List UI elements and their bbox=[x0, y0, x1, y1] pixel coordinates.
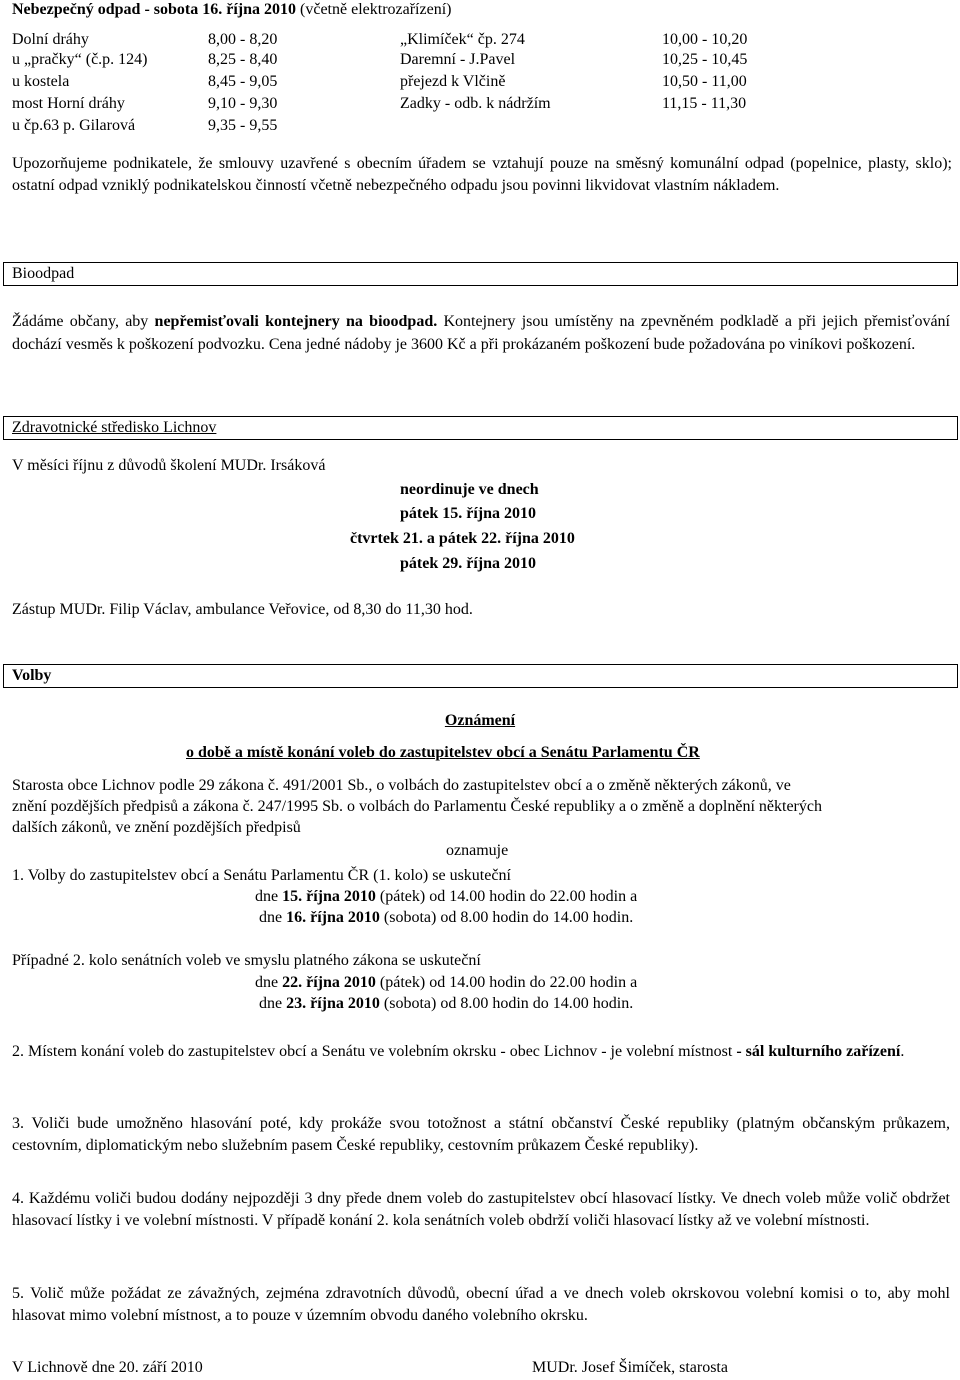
waste-title bbox=[12, 0, 451, 20]
date-prefix: dne bbox=[259, 909, 287, 926]
schedule-time: 9,35 - 9,55 bbox=[208, 117, 278, 134]
item-text: 2. Místem konání voleb do zastupitelstev obcí a Senátu ve volebním okrsku - obec Lichnov - je volební místnost bbox=[12, 1043, 737, 1060]
section-heading-text: Bioodpad bbox=[12, 265, 75, 282]
health-line: čtvrtek 21. a pátek 22. října 2010 bbox=[350, 530, 575, 547]
item-text-bold: - sál bbox=[736, 1043, 765, 1060]
section-heading-health bbox=[3, 416, 958, 440]
date-prefix: dne bbox=[255, 974, 283, 991]
schedule-place: u „pračky“ (č.p. 124) bbox=[12, 51, 148, 68]
elections-intro: dalších zákonů, ve znění pozdějších předpisů bbox=[12, 819, 301, 836]
date-hours: (pátek) od 14.00 hodin do 22.00 hodin a bbox=[375, 888, 638, 905]
date-prefix: dne bbox=[259, 995, 287, 1012]
schedule-place: Dolní dráhy bbox=[12, 31, 89, 48]
date-value: 22. října 2010 bbox=[282, 974, 376, 991]
elections-date bbox=[259, 908, 633, 928]
elections-date bbox=[255, 973, 637, 993]
item-text: . bbox=[900, 1043, 905, 1060]
schedule-time: 11,15 - 11,30 bbox=[662, 95, 747, 112]
elections-title: Oznámení bbox=[444, 712, 516, 729]
elections-item-3: 3. Voliči bude umožněno hlasování poté, kdy prokáže svou totožnost a státní občanství České republiky (platným občanským průkazem, cestovním, diplomatickým nebo služebním pasem České republiky, cestovním průkazem České republiky). bbox=[12, 1115, 950, 1154]
schedule-time: 9,10 - 9,30 bbox=[208, 95, 278, 112]
health-line: pátek 15. října 2010 bbox=[400, 505, 536, 522]
bio-text-lead: Žádáme občany, aby bbox=[12, 313, 155, 330]
elections-round2: Případné 2. kolo senátních voleb ve smyslu platného zákona se uskuteční bbox=[12, 952, 481, 969]
date-hours: (sobota) od 8.00 hodin do 14.00 hodin. bbox=[379, 909, 634, 926]
schedule-place: u čp.63 p. Gilarová bbox=[12, 117, 136, 134]
elections-round1: 1. Volby do zastupitelstev obcí a Senátu Parlamentu ČR (1. kolo) se uskuteční bbox=[12, 867, 511, 884]
waste-notice: Upozorňujeme podnikatele, že smlouvy uzavřené s obecním úřadem se vztahují pouze na směsný komunální odpad (popelnice, plasty, sklo); ostatní odpad vzniklý podnikatelskou činností včetně nebezpečného odpadu jsou povinni likvidovat vlastním nákladem. bbox=[12, 155, 952, 194]
elections-announces: oznamuje bbox=[446, 842, 509, 859]
schedule-place: most Horní dráhy bbox=[12, 95, 125, 112]
schedule-time: 10,00 - 10,20 bbox=[662, 31, 748, 48]
elections-subtitle: o době a místě konání voleb do zastupitelstev obcí a Senátu Parlamentu ČR bbox=[186, 744, 700, 761]
schedule-place: u kostela bbox=[12, 73, 70, 90]
waste-title-note: (včetně elektrozařízení) bbox=[296, 1, 452, 18]
date-hours: (sobota) od 8.00 hodin do 14.00 hodin. bbox=[379, 995, 634, 1012]
health-line: pátek 29. října 2010 bbox=[400, 555, 536, 572]
date-hours: (pátek) od 14.00 hodin do 22.00 hodin a bbox=[375, 974, 638, 991]
schedule-place: Zadky - odb. k nádržím bbox=[400, 95, 551, 112]
health-intro: V měsíci říjnu z důvodů školení MUDr. Irsáková bbox=[12, 457, 326, 474]
section-heading-text: Volby bbox=[12, 667, 52, 684]
date-value: 23. října 2010 bbox=[286, 995, 380, 1012]
date-prefix: dne bbox=[255, 888, 283, 905]
bio-paragraph bbox=[12, 310, 950, 356]
schedule-time: 8,00 - 8,20 bbox=[208, 31, 278, 48]
schedule-time: 10,25 - 10,45 bbox=[662, 51, 748, 68]
waste-title-bold: Nebezpečný odpad - sobota 16. října 2010 bbox=[12, 1, 297, 18]
schedule-time: 8,25 - 8,40 bbox=[208, 51, 278, 68]
elections-intro: Starosta obce Lichnov podle 29 zákona č. 491/2001 Sb., o volbách do zastupitelstev obcí a o změně některých zákonů, ve bbox=[12, 777, 791, 794]
elections-intro: znění pozdějších předpisů a zákona č. 247/1995 Sb. o volbách do Parlamentu České republiky a o změně a doplnění některých bbox=[12, 798, 822, 815]
schedule-time: 10,50 - 11,00 bbox=[662, 73, 747, 90]
section-heading-elections bbox=[3, 664, 958, 688]
health-substitute: Zástup MUDr. Filip Václav, ambulance Veřovice, od 8,30 do 11,30 hod. bbox=[12, 601, 473, 618]
date-value: 15. října 2010 bbox=[282, 888, 376, 905]
bio-text-rest: Kontejnery jsou umístěny na zpevněném podkladě a při jejich přemisťování dochází vesměs k poškození podvozku. Cena jedné nádoby je 3600 Kč a při prokázaném poškození bude požadována po viníkovi poškození. bbox=[12, 313, 951, 353]
schedule-place: přejezd k Vlčině bbox=[400, 73, 506, 90]
elections-date bbox=[255, 887, 637, 907]
schedule-place: Daremní - J.Pavel bbox=[400, 51, 516, 68]
elections-item-2 bbox=[12, 1041, 950, 1062]
section-heading-bio bbox=[3, 262, 958, 286]
elections-item-5: 5. Volič může požádat ze závažných, zejména zdravotních důvodů, obecní úřad a ve dnech voleb okrskovou volební komisi o to, aby mohl hlasovat mimo volební místnost, a to pouze v územním obvodu daného volebního okrsku. bbox=[12, 1285, 950, 1324]
elections-item-4: 4. Každému voliči budou dodány nejpozději 3 dny přede dnem voleb do zastupitelstev obcí hlasovací lístky. Ve dnech voleb může volič obdržet hlasovací lístky i ve volební místnosti. V případě konání 2. kola senátních voleb obdrží voliči hlasovací lístky až ve volební místnosti. bbox=[12, 1190, 950, 1229]
elections-date bbox=[259, 994, 633, 1014]
place-date: V Lichnově dne 20. září 2010 bbox=[12, 1359, 203, 1376]
schedule-place: „Klimíček“ čp. 274 bbox=[400, 31, 525, 48]
schedule-time: 8,45 - 9,05 bbox=[208, 73, 278, 90]
health-line: neordinuje ve dnech bbox=[400, 481, 539, 498]
section-heading-text: Zdravotnické středisko Lichnov bbox=[12, 419, 217, 436]
signature: MUDr. Josef Šimíček, starosta bbox=[532, 1359, 728, 1376]
item-text-bold: kulturního zařízení bbox=[768, 1043, 901, 1060]
date-value: 16. října 2010 bbox=[286, 909, 380, 926]
bio-text-bold: nepřemisťovali kontejnery na bioodpad. bbox=[154, 313, 438, 330]
